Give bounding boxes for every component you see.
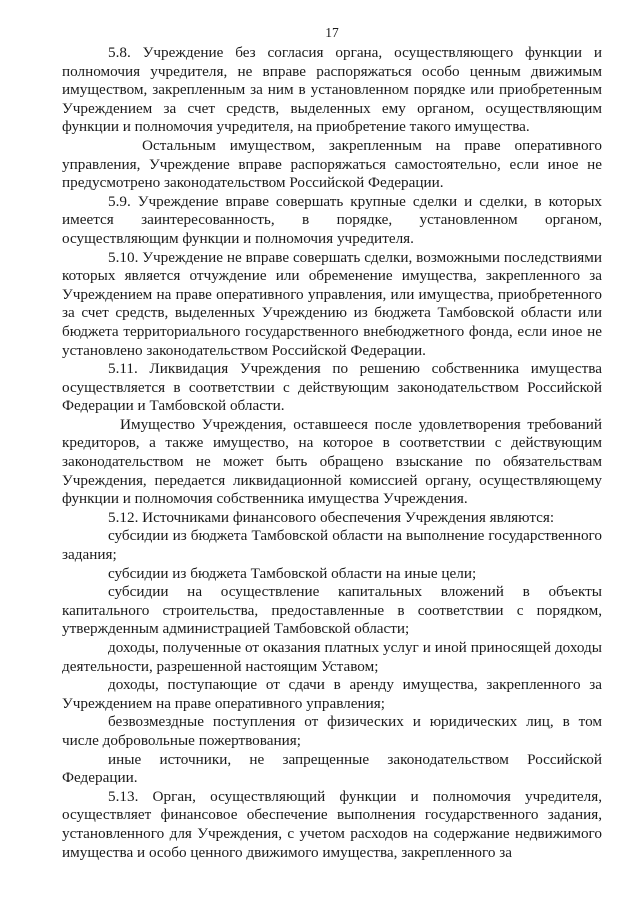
list-item-other-sources: иные источники, не запрещенные законодательством Российской Федерации.	[62, 750, 602, 787]
list-item-subsidy-capital: субсидии на осуществление капитальных вложений в объекты капитального строительства, предоставленные в соответствии с порядком, утвержденным администрацией Тамбовской области;	[62, 583, 602, 638]
list-item-donations: безвозмездные поступления от физических и юридических лиц, в том числе добровольные пожертвования;	[62, 713, 602, 749]
page-number: 17	[325, 25, 339, 40]
paragraph-5-8: 5.8. Учреждение без согласия органа, осуществляющего функции и полномочия учредителя, не вправе распоряжаться особо ценным движимым имуществом, закрепленным за ним в установленном порядке или приобретенным Учреждением за счет средств, выделенных ему органом, осуществляющим функции и полномочия учредителя, на приобретение такого имущества.	[62, 44, 602, 136]
document-page	[62, 24, 602, 862]
paragraph-other-property: Остальным имуществом, закрепленным на праве оперативного управления, Учреждение вправе распоряжаться самостоятельно, если иное не предусмотрено законодательством Российской Федерации.	[62, 136, 602, 192]
paragraph-5-10: 5.10. Учреждение не вправе совершать сделки, возможными последствиями которых является отчуждение или обременение имущества, закрепленного за Учреждением на праве оперативного управления, или имущества, приобретенного за счет средств, выделенных Учреждению из бюджета Тамбовской области или бюджета территориального государственного внебюджетного фонда, если иное не установлено законодательством Российской Федерации.	[62, 248, 602, 359]
paragraph-5-9: 5.9. Учреждение вправе совершать крупные сделки и сделки, в которых имеется заинтересованность, в порядке, установленном органом, осуществляющим функции и полномочия учредителя.	[62, 192, 602, 247]
list-item-rent-income: доходы, поступающие от сдачи в аренду имущества, закрепленного за Учреждением на праве оперативного управления;	[62, 676, 602, 712]
paragraph-5-12: 5.12. Источниками финансового обеспечения Учреждения являются:	[108, 508, 555, 526]
list-item-paid-services-income: доходы, полученные от оказания платных услуг и иной приносящей доходы деятельности, разрешенной настоящим Уставом;	[62, 639, 602, 675]
list-item-subsidy-other: субсидии из бюджета Тамбовской области на иные цели;	[108, 564, 477, 582]
paragraph-5-11: 5.11. Ликвидация Учреждения по решению собственника имущества осуществляется в соответствии с действующим законодательством Российской Федерации и Тамбовской области.	[62, 360, 602, 415]
paragraph-5-13: 5.13. Орган, осуществляющий функции и полномочия учредителя, осуществляет финансовое обеспечение выполнения государственного задания, установленного для Учреждения, с учетом расходов на содержание недвижимого имущества и особо ценного движимого имущества, закрепленного за	[62, 787, 602, 861]
list-item-subsidy-state-task: субсидии из бюджета Тамбовской области на выполнение государственного задания;	[62, 527, 602, 564]
paragraph-liquidation-property: Имущество Учреждения, оставшееся после удовлетворения требований кредиторов, а также имущество, на которое в соответствии с действующим законодательством не может быть обращено взыскание по обязательствам Учреждения, передается ликвидационной комиссией органу, осуществляющему функции и полномочия собственника имущества Учреждения.	[62, 415, 602, 508]
